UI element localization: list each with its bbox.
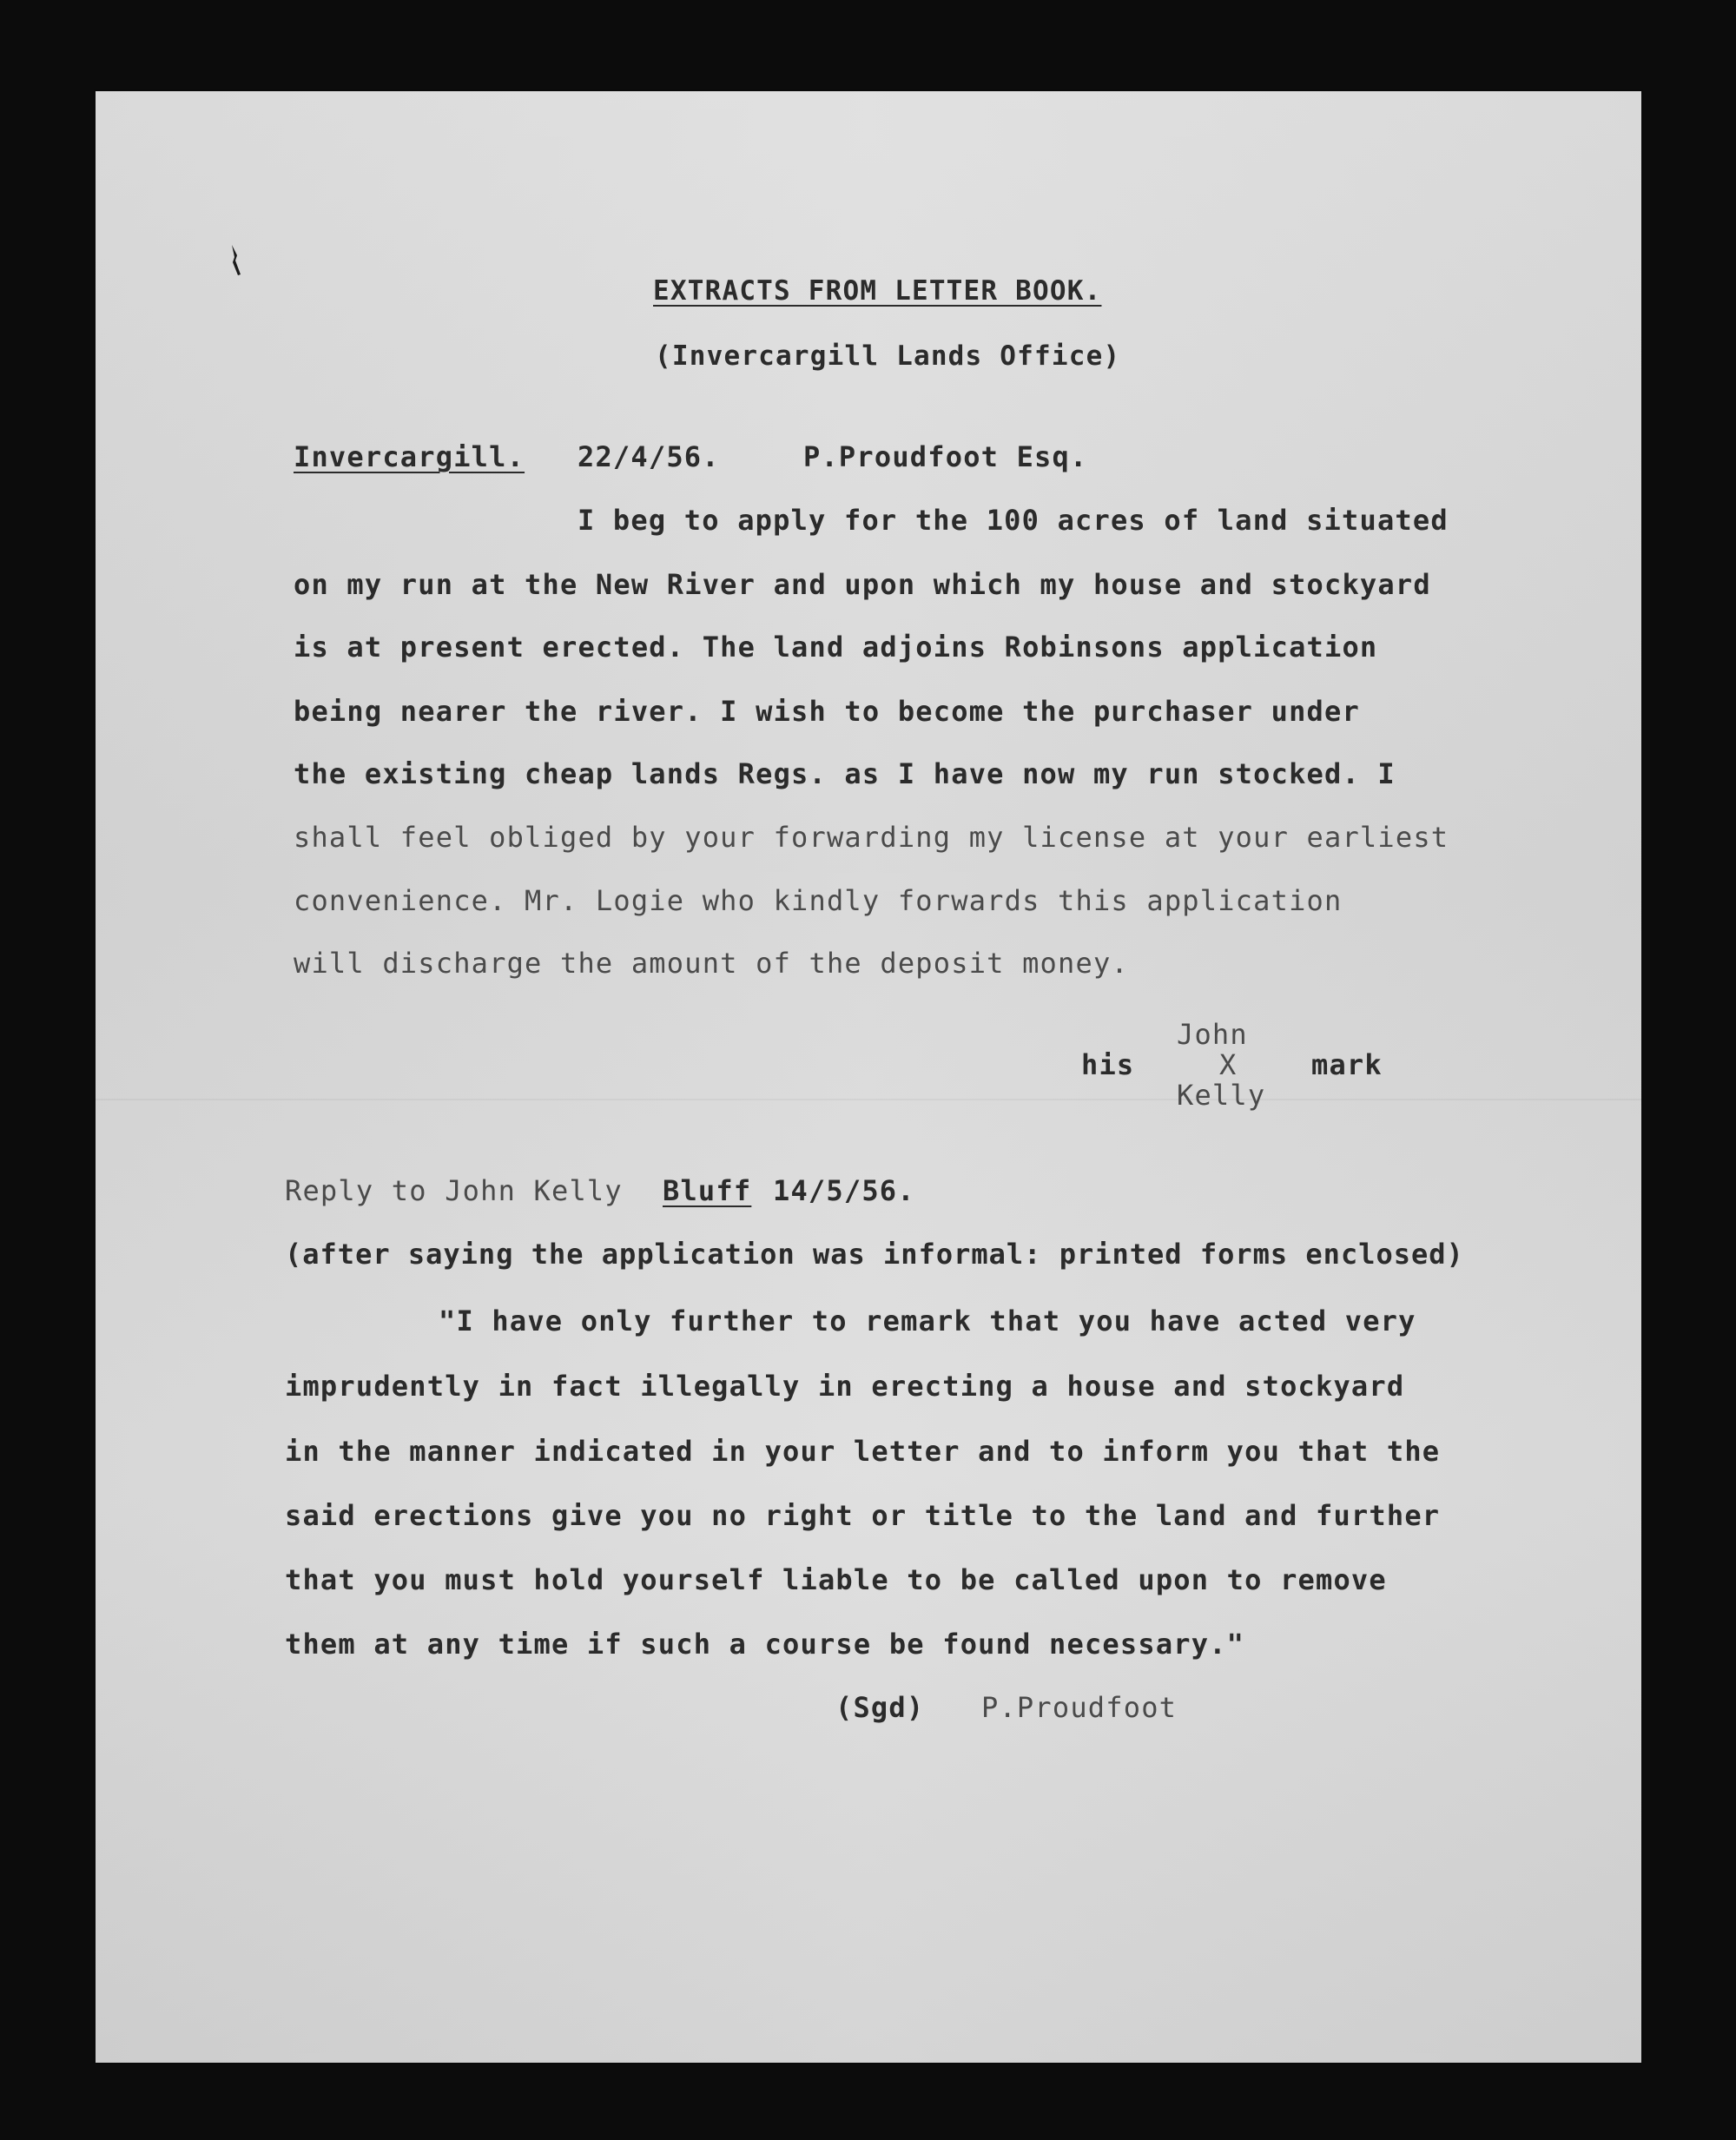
letter1-line: shall feel obliged by your forwarding my license at your earliest xyxy=(294,821,1449,854)
signature-mark: mark xyxy=(1311,1048,1383,1081)
document-subtitle: (Invercargill Lands Office) xyxy=(655,340,1121,372)
reply-place: Bluff xyxy=(663,1174,752,1207)
reply-line: said erections give you no right or title to the land and further xyxy=(285,1499,1441,1532)
letter1-line: being nearer the river. I wish to become the purchaser under xyxy=(294,695,1360,728)
reply-line: that you must hold yourself liable to be called upon to remove xyxy=(285,1563,1387,1596)
letter1-place: Invercargill. xyxy=(294,440,525,473)
letter1-date: 22/4/56. xyxy=(578,440,720,473)
letter1-line: will discharge the amount of the deposit money. xyxy=(294,947,1129,980)
reply-note: (after saying the application was informal: printed forms enclosed) xyxy=(285,1238,1464,1271)
signed-label: (Sgd) xyxy=(835,1691,925,1724)
signed-name: P.Proudfoot xyxy=(981,1691,1178,1724)
document-page xyxy=(96,91,1641,2063)
paper-fold xyxy=(96,1099,1641,1100)
document-title: EXTRACTS FROM LETTER BOOK. xyxy=(653,275,1102,307)
signature-x: X xyxy=(1219,1048,1238,1081)
reply-line: "I have only further to remark that you have acted very xyxy=(439,1304,1416,1338)
reply-date: 14/5/56. xyxy=(773,1174,915,1207)
reply-line: imprudently in fact illegally in erecting a house and stockyard xyxy=(285,1370,1405,1403)
ink-mark-icon xyxy=(230,243,242,278)
signature-first-name: John xyxy=(1177,1018,1248,1051)
letter1-addressee: P.Proudfoot Esq. xyxy=(803,440,1088,473)
letter1-line: convenience. Mr. Logie who kindly forwards this application xyxy=(294,884,1343,917)
letter1-line: I beg to apply for the 100 acres of land situated xyxy=(578,504,1449,537)
signature-last-name: Kelly xyxy=(1177,1079,1266,1112)
letter1-line: the existing cheap lands Regs. as I have now my run stocked. I xyxy=(294,757,1396,790)
reply-line: them at any time if such a course be found necessary." xyxy=(285,1628,1245,1661)
reply-heading: Reply to John Kelly xyxy=(285,1174,623,1207)
letter1-line: is at present erected. The land adjoins Robinsons application xyxy=(294,631,1378,664)
signature-his: his xyxy=(1081,1048,1135,1081)
letter1-line: on my run at the New River and upon which my house and stockyard xyxy=(294,568,1431,601)
reply-line: in the manner indicated in your letter and to inform you that the xyxy=(285,1435,1441,1468)
